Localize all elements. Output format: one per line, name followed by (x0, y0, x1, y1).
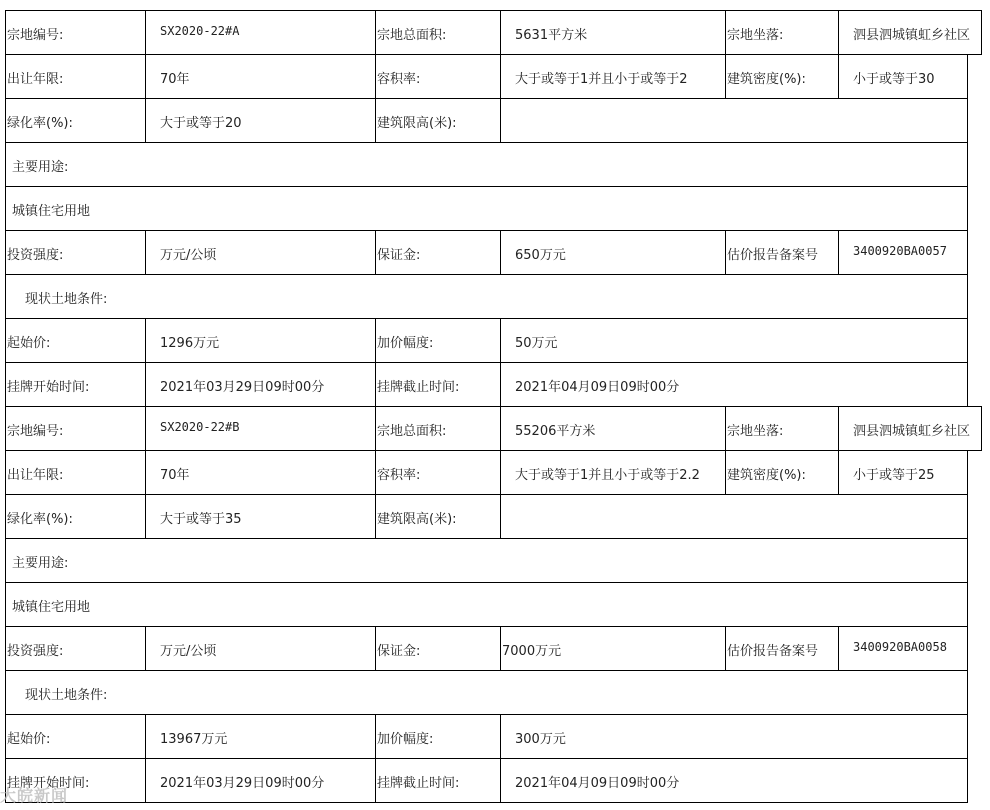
row-border (5, 758, 968, 759)
column-divider (5, 626, 6, 670)
value-density: 小于或等于25 (853, 468, 935, 483)
column-divider (967, 230, 968, 274)
label-location: 宗地坐落: (727, 28, 784, 43)
value-start-price: 13967万元 (160, 732, 228, 747)
row-border (5, 670, 968, 671)
row-border (5, 450, 982, 451)
column-divider (145, 494, 146, 538)
label-listing-start: 挂牌开始时间: (7, 776, 90, 791)
value-term: 70年 (160, 72, 190, 87)
column-divider (145, 626, 146, 670)
column-divider (5, 318, 6, 362)
row-border (5, 230, 968, 231)
row-border (5, 362, 968, 363)
column-divider (5, 142, 6, 186)
label-listing-end: 挂牌截止时间: (377, 776, 460, 791)
label-report: 估价报告备案号 (727, 248, 819, 263)
label-deposit: 保证金: (377, 644, 421, 659)
column-divider (375, 318, 376, 362)
column-divider (725, 230, 726, 274)
column-divider (375, 54, 376, 98)
column-divider (500, 450, 501, 494)
column-divider (375, 98, 376, 142)
column-divider (375, 626, 376, 670)
column-divider (838, 626, 839, 670)
label-green: 绿化率(%): (7, 512, 73, 527)
column-divider (725, 450, 726, 494)
row-border (5, 318, 968, 319)
value-location: 泗县泗城镇虹乡社区 (853, 28, 971, 43)
column-divider (500, 362, 501, 406)
value-invest: 万元/公顷 (160, 248, 217, 263)
column-divider (967, 538, 968, 582)
value-start-price: 1296万元 (160, 336, 220, 351)
row-border (5, 494, 968, 495)
column-divider (145, 362, 146, 406)
column-divider (967, 494, 968, 538)
label-height: 建筑限高(米): (377, 116, 457, 131)
row-border (5, 626, 968, 627)
column-divider (967, 142, 968, 186)
value-density: 小于或等于30 (853, 72, 935, 87)
label-invest: 投资强度: (7, 248, 64, 263)
label-start-price: 起始价: (7, 336, 51, 351)
row-border (5, 142, 968, 143)
row-text-condition-label: 现状土地条件: (25, 688, 108, 703)
column-divider (725, 54, 726, 98)
column-divider (500, 10, 501, 54)
column-divider (838, 10, 839, 54)
column-divider (145, 318, 146, 362)
value-invest: 万元/公顷 (160, 644, 217, 659)
column-divider (375, 406, 376, 450)
value-increment: 50万元 (515, 336, 558, 351)
column-divider (5, 406, 6, 450)
column-divider (981, 10, 982, 54)
value-area: 5631平方米 (515, 28, 588, 43)
column-divider (500, 318, 501, 362)
column-divider (5, 538, 6, 582)
value-report: 3400920BA0057 (853, 244, 947, 258)
column-divider (375, 714, 376, 758)
column-divider (5, 362, 6, 406)
row-border (5, 274, 968, 275)
column-divider (5, 670, 6, 714)
column-divider (5, 274, 6, 318)
column-divider (500, 494, 501, 538)
column-divider (981, 406, 982, 450)
label-density: 建筑密度(%): (727, 468, 806, 483)
table-bottom-border (5, 802, 968, 803)
value-increment: 300万元 (515, 732, 566, 747)
column-divider (967, 362, 968, 406)
label-term: 出让年限: (7, 72, 64, 87)
column-divider (145, 98, 146, 142)
column-divider (725, 10, 726, 54)
column-divider (375, 362, 376, 406)
column-divider (500, 626, 501, 670)
column-divider (5, 186, 6, 230)
value-green: 大于或等于20 (160, 116, 242, 131)
column-divider (725, 626, 726, 670)
column-divider (967, 758, 968, 802)
column-divider (967, 318, 968, 362)
value-location: 泗县泗城镇虹乡社区 (853, 424, 971, 439)
watermark-logo: 大皖新闻 (0, 786, 69, 805)
column-divider (5, 10, 6, 54)
column-divider (145, 758, 146, 802)
row-border (5, 538, 968, 539)
column-divider (967, 582, 968, 626)
label-area: 宗地总面积: (377, 28, 447, 43)
column-divider (145, 230, 146, 274)
column-divider (145, 714, 146, 758)
value-term: 70年 (160, 468, 190, 483)
column-divider (967, 274, 968, 318)
value-code: SX2020-22#B (160, 420, 240, 434)
value-far: 大于或等于1并且小于或等于2.2 (515, 468, 700, 483)
row-text-use: 城镇住宅用地 (12, 600, 91, 615)
label-deposit: 保证金: (377, 248, 421, 263)
value-deposit: 7000万元 (502, 644, 562, 659)
column-divider (375, 10, 376, 54)
label-listing-start: 挂牌开始时间: (7, 380, 90, 395)
column-divider (967, 54, 968, 98)
column-divider (838, 406, 839, 450)
column-divider (967, 626, 968, 670)
column-divider (375, 230, 376, 274)
column-divider (500, 758, 501, 802)
column-divider (725, 406, 726, 450)
column-divider (145, 450, 146, 494)
row-border (5, 98, 968, 99)
column-divider (500, 714, 501, 758)
column-divider (967, 670, 968, 714)
column-divider (967, 714, 968, 758)
value-area: 55206平方米 (515, 424, 596, 439)
column-divider (145, 406, 146, 450)
column-divider (145, 54, 146, 98)
column-divider (5, 494, 6, 538)
label-far: 容积率: (377, 468, 421, 483)
label-area: 宗地总面积: (377, 424, 447, 439)
row-border (5, 54, 982, 55)
column-divider (967, 186, 968, 230)
row-text-use-label: 主要用途: (12, 556, 69, 571)
column-divider (967, 98, 968, 142)
column-divider (375, 450, 376, 494)
column-divider (500, 406, 501, 450)
value-listing-end: 2021年04月09日09时00分 (515, 380, 680, 395)
column-divider (500, 230, 501, 274)
label-increment: 加价幅度: (377, 336, 434, 351)
row-border (5, 582, 968, 583)
row-border (5, 10, 982, 11)
value-deposit: 650万元 (515, 248, 566, 263)
label-term: 出让年限: (7, 468, 64, 483)
label-invest: 投资强度: (7, 644, 64, 659)
label-density: 建筑密度(%): (727, 72, 806, 87)
value-listing-start: 2021年03月29日09时00分 (160, 380, 325, 395)
label-increment: 加价幅度: (377, 732, 434, 747)
value-far: 大于或等于1并且小于或等于2 (515, 72, 688, 87)
column-divider (967, 450, 968, 494)
row-border (5, 186, 968, 187)
column-divider (5, 98, 6, 142)
column-divider (5, 230, 6, 274)
column-divider (5, 450, 6, 494)
column-divider (5, 582, 6, 626)
label-code: 宗地编号: (7, 424, 64, 439)
column-divider (500, 98, 501, 142)
value-listing-start: 2021年03月29日09时00分 (160, 776, 325, 791)
column-divider (145, 10, 146, 54)
row-text-use-label: 主要用途: (12, 160, 69, 175)
value-code: SX2020-22#A (160, 24, 240, 38)
value-report: 3400920BA0058 (853, 640, 947, 654)
column-divider (375, 758, 376, 802)
label-far: 容积率: (377, 72, 421, 87)
label-report: 估价报告备案号 (727, 644, 819, 659)
column-divider (5, 54, 6, 98)
row-border (5, 714, 968, 715)
column-divider (838, 230, 839, 274)
column-divider (375, 494, 376, 538)
label-location: 宗地坐落: (727, 424, 784, 439)
column-divider (838, 54, 839, 98)
column-divider (5, 714, 6, 758)
row-text-condition-label: 现状土地条件: (25, 292, 108, 307)
column-divider (838, 450, 839, 494)
label-code: 宗地编号: (7, 28, 64, 43)
label-green: 绿化率(%): (7, 116, 73, 131)
value-listing-end: 2021年04月09日09时00分 (515, 776, 680, 791)
row-text-use: 城镇住宅用地 (12, 204, 91, 219)
value-green: 大于或等于35 (160, 512, 242, 527)
label-start-price: 起始价: (7, 732, 51, 747)
label-height: 建筑限高(米): (377, 512, 457, 527)
column-divider (500, 54, 501, 98)
row-border (5, 406, 982, 407)
label-listing-end: 挂牌截止时间: (377, 380, 460, 395)
